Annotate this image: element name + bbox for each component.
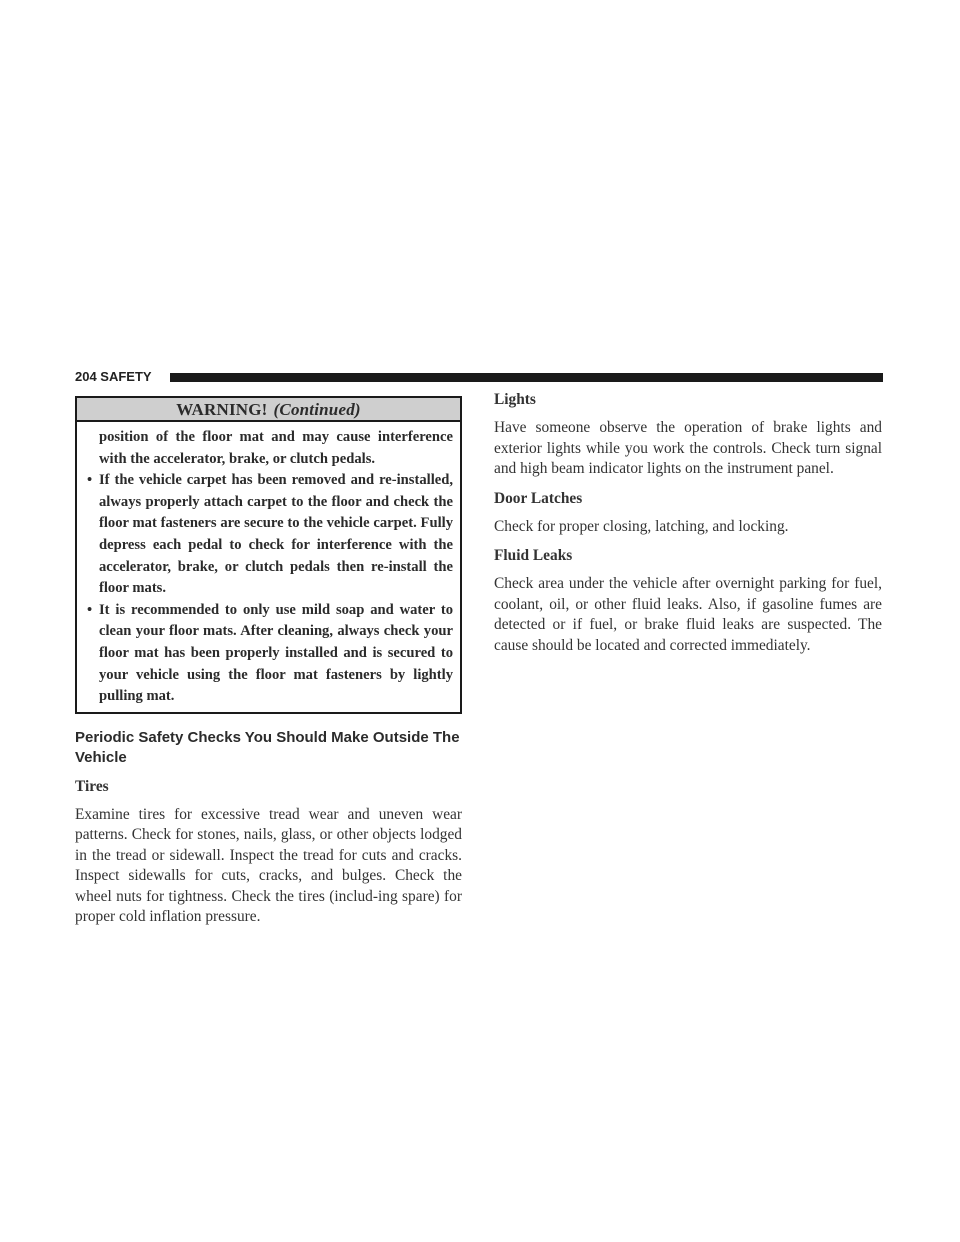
- warning-bullet-item: [87, 470, 453, 600]
- header-rule: [170, 373, 883, 382]
- tires-paragraph: Examine tires for excessive tread wear and uneven wear patterns. Check for stones, nails, glass, or other objects lodged in the tread or sidewall. Inspect the tread for cuts and cracks. Inspect sidewalls for cuts, cracks, and bulges. Check the wheel nuts for tightness. Check the tires (includ-ing spare) for proper cold inflation pressure.: [75, 805, 462, 926]
- warning-box: [75, 396, 462, 714]
- warning-header: [77, 398, 460, 422]
- warning-body: [77, 422, 460, 712]
- fluid-leaks-heading: Fluid Leaks: [494, 547, 573, 564]
- lights-heading: Lights: [494, 391, 536, 408]
- left-column: [75, 396, 462, 928]
- section-title: Periodic Safety Checks You Should Make Outside The Vehicle: [75, 728, 460, 766]
- warning-continued-text: position of the floor mat and may cause interference with the accelerator, brake, or clutch pedals.: [99, 429, 453, 467]
- lights-paragraph: Have someone observe the operation of brake lights and exterior lights while you work the controls. Check turn signal and high beam indicator lights on the instrument panel.: [494, 419, 882, 477]
- fluid-leaks-paragraph: Check area under the vehicle after overnight parking for fuel, coolant, oil, or other fluid leaks. Also, if gasoline fumes are detected or if fuel, or brake fluid leaks are suspected. The cause should be located and corrected immediately.: [494, 575, 882, 654]
- warning-bullet-item: [87, 600, 453, 708]
- warning-bullet-text: If the vehicle carpet has been removed and re-installed, always properly attach carpet to the floor and check the floor mat fasteners are secure to the vehicle carpet. Fully depress each pedal to check for interference with the accelerator, brake, or clutch pedals then re-install the floor mats.: [99, 472, 453, 597]
- tires-heading: Tires: [75, 777, 109, 795]
- warning-continued-label: (Continued): [273, 400, 361, 419]
- warning-title: WARNING!: [176, 400, 268, 419]
- door-latches-paragraph: Check for proper closing, latching, and locking.: [494, 517, 789, 535]
- page-number-label: 204 SAFETY: [75, 369, 152, 384]
- warning-bullet-text: It is recommended to only use mild soap and water to clean your floor mats. After cleaning, always check your floor mat has been properly installed and is secured to your vehicle using the floor mat fasteners by lightly pulling mat.: [99, 601, 453, 705]
- right-column: [494, 390, 882, 656]
- page-header: [75, 369, 883, 385]
- bullet-icon: •: [87, 472, 93, 489]
- bullet-icon: •: [87, 601, 93, 618]
- door-latches-heading: Door Latches: [494, 489, 583, 507]
